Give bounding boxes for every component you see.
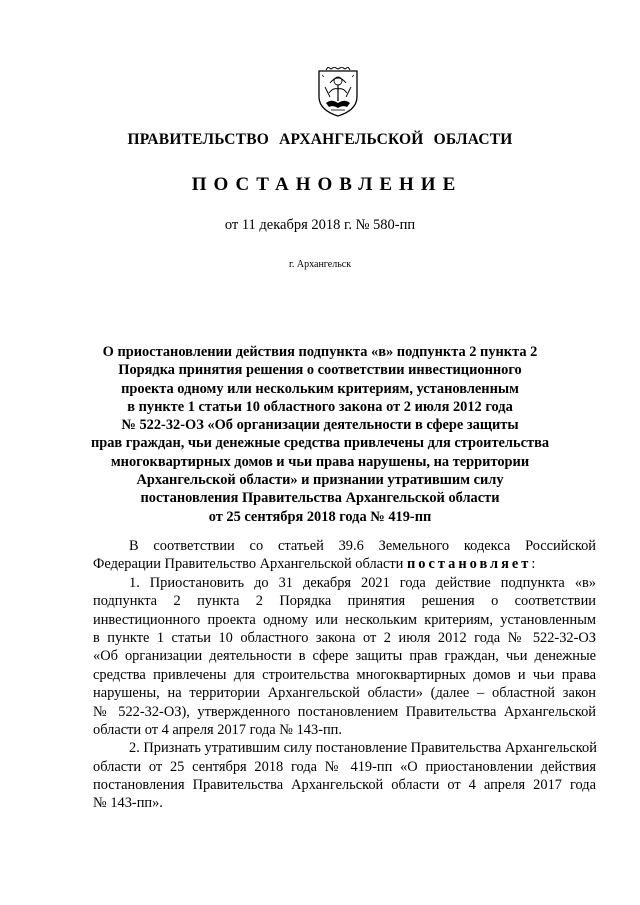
date-number: от 11 декабря 2018 г. № 580-пп [224,217,416,233]
item-1-line: в пункте 1 статьи 10 областного закона от 2 июля 2012 года № 522-32-ОЗ [93,629,596,646]
title-line: О приостановлении действия подпункта «в» подпункта 2 пункта 2 [102,344,538,360]
preamble-colon: : [531,556,536,573]
item-1-line: средства привлечены для строительства многоквартирных домов и чьи права [93,666,596,683]
government-word-1: ПРАВИТЕЛЬСТВО [127,131,270,148]
item-1-line: 1. Приостановить до 31 декабря 2021 года действие подпункта «в» [129,574,596,591]
item-2-line: 2. Признать утратившим силу постановление Правительства Архангельской [129,740,597,757]
preamble-keyword: постановляет [407,556,532,573]
coat-of-arms-emblem [316,67,360,117]
item-1-line: «Об организации деятельности в сфере защиты прав граждан, чьи денежные [93,648,596,665]
document-body [93,537,596,813]
title-line: Архангельской области» и признании утратившим силу [136,472,504,489]
item-2-line: № 143-пп». [93,795,163,812]
title-line: прав граждан, чьи денежные средства привлечены для строительства [90,435,550,452]
item-1-line: области от 4 апреля 2017 года № 143-пп. [93,721,342,738]
preamble-line [93,555,596,573]
government-word-3: ОБЛАСТИ [433,131,513,148]
title-line: в пункте 1 статьи 10 областного закона от 2 июля 2012 года [127,398,513,415]
title-line: многоквартирных домов и чьи права нарушены, на территории [110,453,530,470]
decree-heading: ПОСТАНОВЛЕНИЕ [191,174,463,195]
item-1-line: подпункта 2 пункта 2 Порядка принятия решения о соответствии [93,593,596,610]
government-word-2: АРХАНГЕЛЬСКОЙ [279,131,424,148]
preamble-text: Федерации Правительство Архангельской области [93,556,407,573]
title-line: Порядка принятия решения о соответствии инвестиционного [118,362,522,379]
document-title [90,343,550,526]
item-2-line: области от 25 сентября 2018 года № 419-пп «О приостановлении действия [93,758,596,775]
item-1-line: нарушены, на территории Архангельской области» (далее – областной закон [93,685,596,702]
title-line: постановления Правительства Архангельской области [140,490,500,507]
title-line: № 522-32-ОЗ «Об организации деятельности в сфере защиты [121,417,519,434]
preamble-line: В соответствии со статьей 39.6 Земельного кодекса Российской [129,538,596,554]
title-line: от 25 сентября 2018 года № 419-пп [208,508,432,525]
title-line: проекта одному или нескольким критериям, установленным [121,380,519,397]
item-1-line: инвестиционного проекта одному или нескольким критериям, установленным [93,611,596,628]
item-2-line: постановления Правительства Архангельской области от 4 апреля 2017 года [93,777,596,794]
government-heading [0,131,640,149]
item-1-line: № 522-32-ОЗ), утвержденного постановлением Правительства Архангельской [93,703,596,720]
city-name: г. Архангельск [288,259,352,270]
